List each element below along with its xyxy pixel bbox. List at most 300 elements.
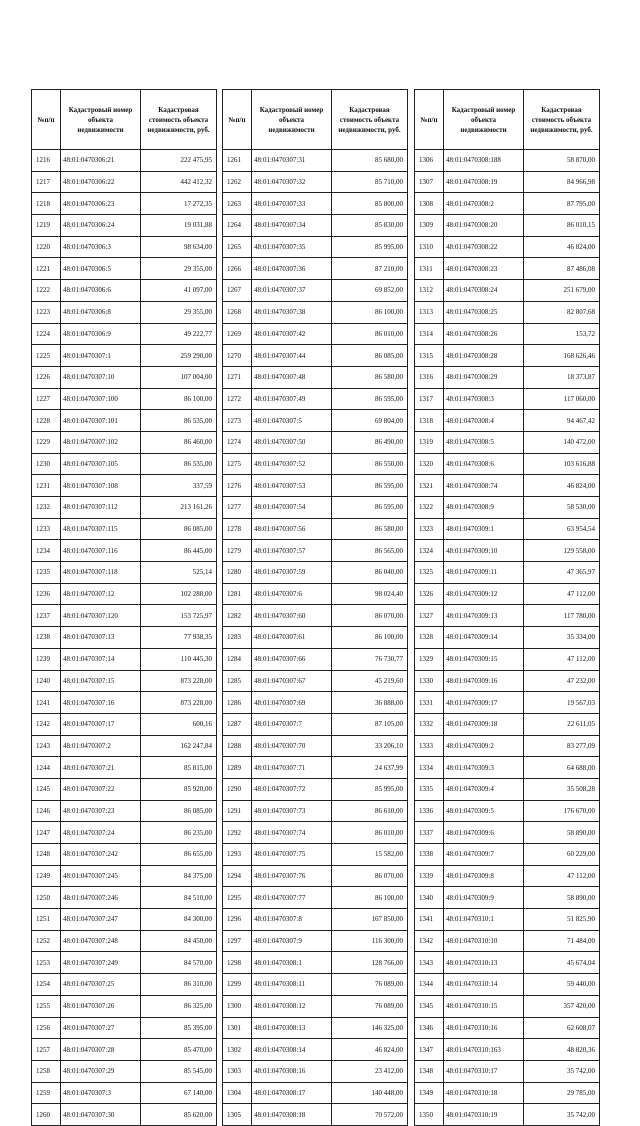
row-number: 1217 [32,171,61,193]
row-number: 1306 [415,150,444,172]
cadastral-number: 48:01:0470307:102 [61,431,141,453]
cadastral-value: 86 100,00 [141,388,217,410]
table-header-row [415,90,600,150]
cadastral-value: 35 742,00 [524,1060,600,1082]
row-number: 1309 [415,215,444,237]
cadastral-table-3 [414,89,600,1126]
cadastral-value: 62 608,07 [524,1017,600,1039]
cadastral-value: 85 830,00 [332,215,408,237]
cadastral-number: 48:01:0470308:19 [444,171,524,193]
table-row [32,692,217,714]
cadastral-number: 48:01:0470310:19 [444,1104,524,1126]
cadastral-number: 48:01:0470307:9 [252,930,332,952]
cadastral-number: 48:01:0470307:28 [61,1039,141,1061]
cadastral-number: 48:01:0470307:57 [252,540,332,562]
cadastral-value: 76 730,77 [332,648,408,670]
cadastral-number: 48:01:0470307:116 [61,540,141,562]
cadastral-number: 48:01:0470307:76 [252,865,332,887]
table-row [223,562,408,584]
table-row [415,301,600,323]
cadastral-value: 49 222,77 [141,323,217,345]
cadastral-value: 102 288,00 [141,583,217,605]
table-row [32,345,217,367]
cadastral-value: 86 010,00 [332,323,408,345]
header-num: №п/п [32,90,61,150]
table-header-row [32,90,217,150]
row-number: 1298 [223,952,252,974]
cadastral-value: 87 795,00 [524,193,600,215]
table-row [32,952,217,974]
cadastral-value: 35 742,00 [524,1104,600,1126]
cadastral-number: 48:01:0470308:25 [444,301,524,323]
row-number: 1300 [223,995,252,1017]
cadastral-value: 116 300,00 [332,930,408,952]
cadastral-number: 48:01:0470308:4 [444,410,524,432]
row-number: 1330 [415,670,444,692]
cadastral-value: 86 100,00 [332,301,408,323]
row-number: 1284 [223,648,252,670]
cadastral-number: 48:01:0470309:1 [444,518,524,540]
row-number: 1315 [415,345,444,367]
table-row [415,952,600,974]
cadastral-number: 48:01:0470307:37 [252,280,332,302]
cadastral-number: 48:01:0470308:16 [252,1060,332,1082]
cadastral-number: 48:01:0470307:112 [61,497,141,519]
cadastral-value: 86 550,00 [332,453,408,475]
table-row [223,1060,408,1082]
table-row [415,323,600,345]
row-number: 1216 [32,150,61,172]
cadastral-value: 86 235,00 [141,822,217,844]
cadastral-value: 18 373,87 [524,366,600,388]
cadastral-value: 29 355,00 [141,301,217,323]
row-number: 1327 [415,605,444,627]
cadastral-number: 48:01:0470307:25 [61,974,141,996]
cadastral-value: 46 824,00 [524,475,600,497]
cadastral-value: 86 100,00 [332,627,408,649]
cadastral-number: 48:01:0470309:7 [444,844,524,866]
cadastral-number: 48:01:0470306:22 [61,171,141,193]
table-row [415,583,600,605]
cadastral-number: 48:01:0470310:10 [444,930,524,952]
cadastral-number: 48:01:0470307:48 [252,366,332,388]
table-row [223,453,408,475]
table-row [32,1039,217,1061]
table-row [223,388,408,410]
cadastral-number: 48:01:0470307:247 [61,909,141,931]
cadastral-number: 48:01:0470310:1 [444,909,524,931]
table-row [415,236,600,258]
table-row [415,822,600,844]
table-row [415,627,600,649]
row-number: 1326 [415,583,444,605]
cadastral-table-1 [31,89,217,1126]
table-row [415,909,600,931]
table-row [223,952,408,974]
table-row [223,887,408,909]
cadastral-number: 48:01:0470310:14 [444,974,524,996]
table-row [223,410,408,432]
row-number: 1310 [415,236,444,258]
cadastral-value: 71 484,00 [524,930,600,952]
row-number: 1234 [32,540,61,562]
cadastral-number: 48:01:0470308:22 [444,236,524,258]
cadastral-value: 86 010,00 [332,822,408,844]
cadastral-number: 48:01:0470309:4 [444,778,524,800]
cadastral-number: 48:01:0470307:15 [61,670,141,692]
cadastral-number: 48:01:0470310:15 [444,995,524,1017]
cadastral-number: 48:01:0470307:50 [252,431,332,453]
cadastral-number: 48:01:0470309:17 [444,692,524,714]
cadastral-number: 48:01:0470307:105 [61,453,141,475]
cadastral-number: 48:01:0470307:10 [61,366,141,388]
table-row [32,366,217,388]
row-number: 1317 [415,388,444,410]
cadastral-number: 48:01:0470307:42 [252,323,332,345]
cadastral-value: 86 535,00 [141,410,217,432]
cadastral-value: 86 070,00 [332,865,408,887]
cadastral-number: 48:01:0470307:249 [61,952,141,974]
cadastral-value: 85 815,00 [141,757,217,779]
cadastral-number: 48:01:0470310:17 [444,1060,524,1082]
cadastral-value: 29 355,00 [141,258,217,280]
cadastral-number: 48:01:0470307:35 [252,236,332,258]
cadastral-value: 176 670,00 [524,800,600,822]
cadastral-value: 86 580,00 [332,366,408,388]
row-number: 1265 [223,236,252,258]
cadastral-number: 48:01:0470309:15 [444,648,524,670]
cadastral-value: 94 467,42 [524,410,600,432]
cadastral-value: 129 558,00 [524,540,600,562]
row-number: 1291 [223,800,252,822]
row-number: 1266 [223,258,252,280]
table-row [32,518,217,540]
table-row [32,1060,217,1082]
table-row [32,800,217,822]
row-number: 1308 [415,193,444,215]
table-row [223,366,408,388]
cadastral-value: 82 807,68 [524,301,600,323]
cadastral-number: 48:01:0470307:31 [252,150,332,172]
cadastral-number: 48:01:0470308:20 [444,215,524,237]
table-row [223,345,408,367]
row-number: 1301 [223,1017,252,1039]
table-row [223,583,408,605]
cadastral-value: 873 228,00 [141,692,217,714]
row-number: 1293 [223,844,252,866]
header-cadastral-value: Кадастровая стоимость объекта недвижимости, руб. [332,90,408,150]
table-row [415,171,600,193]
cadastral-value: 47 112,00 [524,583,600,605]
cadastral-value: 59 440,00 [524,974,600,996]
table-row [32,778,217,800]
cadastral-number: 48:01:0470307:49 [252,388,332,410]
table-row [32,171,217,193]
row-number: 1341 [415,909,444,931]
cadastral-number: 48:01:0470308:5 [444,431,524,453]
table-row [223,323,408,345]
cadastral-value: 84 450,00 [141,930,217,952]
row-number: 1282 [223,605,252,627]
cadastral-number: 48:01:0470308:3 [444,388,524,410]
row-number: 1249 [32,865,61,887]
cadastral-value: 153 725,97 [141,605,217,627]
row-number: 1303 [223,1060,252,1082]
row-number: 1289 [223,757,252,779]
cadastral-number: 48:01:0470307:24 [61,822,141,844]
cadastral-value: 140 448,00 [332,1082,408,1104]
cadastral-value: 67 140,00 [141,1082,217,1104]
table-row [32,887,217,909]
table-row [415,735,600,757]
cadastral-number: 48:01:0470307:77 [252,887,332,909]
row-number: 1270 [223,345,252,367]
row-number: 1295 [223,887,252,909]
table-row [415,475,600,497]
cadastral-number: 48:01:0470306:21 [61,150,141,172]
cadastral-number: 48:01:0470307:30 [61,1104,141,1126]
cadastral-value: 46 824,00 [524,236,600,258]
cadastral-value: 167 850,00 [332,909,408,931]
row-number: 1321 [415,475,444,497]
row-number: 1331 [415,692,444,714]
cadastral-value: 47 112,00 [524,865,600,887]
table-row [415,193,600,215]
row-number: 1264 [223,215,252,237]
cadastral-value: 19 031,88 [141,215,217,237]
table-row [32,150,217,172]
table-row [415,1104,600,1126]
cadastral-value: 525,14 [141,562,217,584]
cadastral-value: 87 210,00 [332,258,408,280]
cadastral-number: 48:01:0470306:23 [61,193,141,215]
row-number: 1233 [32,518,61,540]
row-number: 1242 [32,713,61,735]
cadastral-number: 48:01:0470306:8 [61,301,141,323]
table-row [223,497,408,519]
cadastral-value: 23 412,00 [332,1060,408,1082]
table-row [415,757,600,779]
table-row [223,236,408,258]
cadastral-number: 48:01:0470307:70 [252,735,332,757]
cadastral-number: 48:01:0470307:22 [61,778,141,800]
table-row [32,713,217,735]
cadastral-number: 48:01:0470306:5 [61,258,141,280]
cadastral-value: 98 634,00 [141,236,217,258]
row-number: 1253 [32,952,61,974]
row-number: 1328 [415,627,444,649]
row-number: 1318 [415,410,444,432]
table-row [223,475,408,497]
cadastral-number: 48:01:0470309:8 [444,865,524,887]
cadastral-value: 117 060,00 [524,388,600,410]
cadastral-number: 48:01:0470307:8 [252,909,332,931]
cadastral-number: 48:01:0470308:18 [252,1104,332,1126]
cadastral-number: 48:01:0470307:17 [61,713,141,735]
cadastral-number: 48:01:0470307:7 [252,713,332,735]
cadastral-value: 58 890,00 [524,887,600,909]
cadastral-value: 76 089,00 [332,995,408,1017]
cadastral-value: 19 567,03 [524,692,600,714]
cadastral-value: 86 655,00 [141,844,217,866]
cadastral-value: 64 688,00 [524,757,600,779]
row-number: 1251 [32,909,61,931]
cadastral-number: 48:01:0470310:18 [444,1082,524,1104]
table-row [415,713,600,735]
table-row [223,930,408,952]
row-number: 1263 [223,193,252,215]
row-number: 1340 [415,887,444,909]
cadastral-value: 83 277,09 [524,735,600,757]
cadastral-value: 87 105,00 [332,713,408,735]
cadastral-value: 86 610,00 [332,800,408,822]
row-number: 1299 [223,974,252,996]
table-row [415,410,600,432]
table-row [32,627,217,649]
cadastral-value: 84 375,00 [141,865,217,887]
cadastral-value: 36 888,00 [332,692,408,714]
header-num: №п/п [415,90,444,150]
cadastral-value: 63 954,54 [524,518,600,540]
row-number: 1337 [415,822,444,844]
cadastral-number: 48:01:0470308:2 [444,193,524,215]
table-row [223,258,408,280]
cadastral-number: 48:01:0470307:33 [252,193,332,215]
cadastral-number: 48:01:0470307:53 [252,475,332,497]
row-number: 1269 [223,323,252,345]
table-row [223,995,408,1017]
row-number: 1276 [223,475,252,497]
row-number: 1235 [32,562,61,584]
table-row [223,605,408,627]
row-number: 1314 [415,323,444,345]
cadastral-value: 146 325,00 [332,1017,408,1039]
row-number: 1222 [32,280,61,302]
cadastral-number: 48:01:0470307:44 [252,345,332,367]
cadastral-number: 48:01:0470307:1 [61,345,141,367]
cadastral-number: 48:01:0470308:24 [444,280,524,302]
table-row [32,757,217,779]
cadastral-value: 85 800,00 [332,193,408,215]
table-row [415,887,600,909]
row-number: 1296 [223,909,252,931]
row-number: 1288 [223,735,252,757]
cadastral-number: 48:01:0470309:10 [444,540,524,562]
table-row [223,909,408,931]
table-row [223,974,408,996]
row-number: 1319 [415,431,444,453]
cadastral-value: 110 445,30 [141,648,217,670]
cadastral-value: 337,59 [141,475,217,497]
cadastral-value: 86 595,00 [332,475,408,497]
cadastral-table-2 [222,89,408,1126]
table-row [32,475,217,497]
row-number: 1221 [32,258,61,280]
table-row [32,453,217,475]
table-row [415,1060,600,1082]
table-row [223,1082,408,1104]
cadastral-value: 84 966,98 [524,171,600,193]
cadastral-number: 48:01:0470309:2 [444,735,524,757]
row-number: 1241 [32,692,61,714]
cadastral-number: 48:01:0470307:72 [252,778,332,800]
row-number: 1278 [223,518,252,540]
cadastral-number: 48:01:0470307:36 [252,258,332,280]
table-row [32,410,217,432]
cadastral-number: 48:01:0470308:13 [252,1017,332,1039]
cadastral-number: 48:01:0470307:14 [61,648,141,670]
table-row [32,605,217,627]
cadastral-value: 86 040,00 [332,562,408,584]
row-number: 1274 [223,431,252,453]
cadastral-number: 48:01:0470306:24 [61,215,141,237]
cadastral-number: 48:01:0470307:246 [61,887,141,909]
row-number: 1226 [32,366,61,388]
table-row [415,150,600,172]
cadastral-value: 45 674,04 [524,952,600,974]
cadastral-number: 48:01:0470307:23 [61,800,141,822]
row-number: 1228 [32,410,61,432]
row-number: 1297 [223,930,252,952]
row-number: 1313 [415,301,444,323]
cadastral-number: 48:01:0470306:3 [61,236,141,258]
cadastral-number: 48:01:0470307:52 [252,453,332,475]
row-number: 1281 [223,583,252,605]
table-row [223,150,408,172]
table-row [415,995,600,1017]
table-row [223,800,408,822]
row-number: 1304 [223,1082,252,1104]
row-number: 1246 [32,800,61,822]
cadastral-value: 58 890,00 [524,822,600,844]
cadastral-value: 86 085,00 [141,518,217,540]
cadastral-value: 84 510,00 [141,887,217,909]
table-row [223,540,408,562]
row-number: 1240 [32,670,61,692]
cadastral-value: 29 785,00 [524,1082,600,1104]
cadastral-value: 35 334,00 [524,627,600,649]
cadastral-value: 24 637,99 [332,757,408,779]
cadastral-number: 48:01:0470310:163 [444,1039,524,1061]
row-number: 1227 [32,388,61,410]
cadastral-number: 48:01:0470308:11 [252,974,332,996]
cadastral-value: 86 010,15 [524,215,600,237]
cadastral-value: 117 780,00 [524,605,600,627]
cadastral-number: 48:01:0470309:6 [444,822,524,844]
table-row [32,388,217,410]
row-number: 1229 [32,431,61,453]
row-number: 1272 [223,388,252,410]
row-number: 1245 [32,778,61,800]
row-number: 1273 [223,410,252,432]
row-number: 1349 [415,1082,444,1104]
row-number: 1223 [32,301,61,323]
row-number: 1324 [415,540,444,562]
table-row [415,648,600,670]
row-number: 1225 [32,345,61,367]
table-row [415,1082,600,1104]
row-number: 1347 [415,1039,444,1061]
cadastral-value: 22 611,05 [524,713,600,735]
row-number: 1268 [223,301,252,323]
table-row [415,605,600,627]
cadastral-number: 48:01:0470307:74 [252,822,332,844]
row-number: 1279 [223,540,252,562]
cadastral-value: 222 475,95 [141,150,217,172]
row-number: 1243 [32,735,61,757]
cadastral-value: 600,16 [141,713,217,735]
table-row [415,1017,600,1039]
